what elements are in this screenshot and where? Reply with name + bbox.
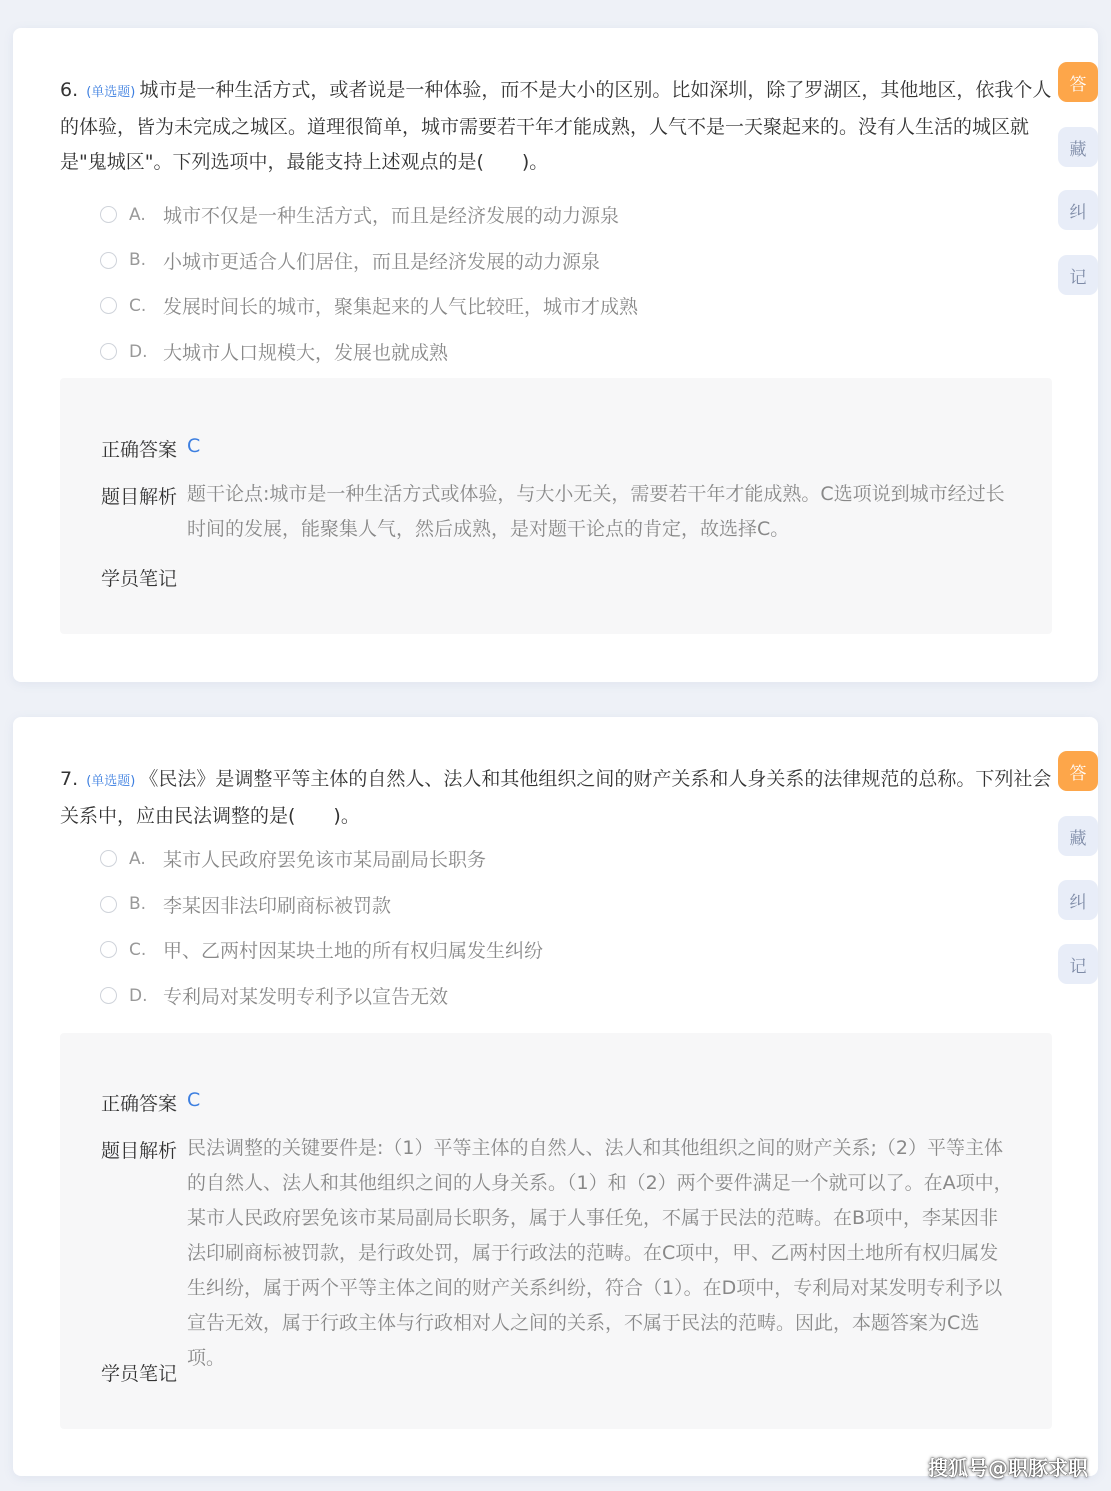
option-d[interactable] [100, 329, 1000, 375]
option-letter: D. [129, 985, 148, 1006]
option-d[interactable] [100, 973, 1000, 1019]
student-notes-label: 学员笔记 [101, 568, 178, 590]
radio-button[interactable] [100, 850, 117, 867]
correct-answer-label: 正确答案 [101, 439, 178, 461]
note-button[interactable]: 记 [1058, 944, 1098, 984]
analysis-label: 题目解析 [101, 486, 178, 508]
answer-button[interactable]: 答 [1058, 751, 1098, 791]
option-letter: A. [129, 848, 146, 869]
option-b[interactable] [100, 238, 1000, 284]
question-card-6 [13, 28, 1098, 682]
question-text: 《民法》是调整平等主体的自然人、法人和其他组织之间的财产关系和人身关系的法律规范的总称。下列社会关系中，应由民法调整的是( )。 [60, 768, 1052, 827]
radio-button[interactable] [100, 206, 117, 223]
options-list [100, 836, 1000, 1018]
favorite-button[interactable]: 藏 [1058, 816, 1098, 856]
correct-answer-value: C [187, 1089, 201, 1111]
question-stem [60, 73, 1055, 180]
radio-button[interactable] [100, 896, 117, 913]
option-text: 专利局对某发明专利予以宣告无效 [163, 986, 449, 1009]
option-text: 小城市更适合人们居住，而且是经济发展的动力源泉 [163, 250, 601, 273]
analysis-text: 题干论点:城市是一种生活方式或体验，与大小无关，需要若干年才能成熟。C选项说到城市经过长时间的发展，能聚集人气，然后成熟，是对题干论点的肯定，故选择C。 [187, 483, 1005, 540]
option-letter: C. [129, 295, 147, 316]
correct-answer-row [101, 1089, 200, 1116]
question-number: 6. [60, 79, 79, 101]
option-text: 发展时间长的城市，聚集起来的人气比较旺，城市才成熟 [163, 296, 639, 319]
option-text: 大城市人口规模大，发展也就成熟 [163, 342, 449, 365]
report-error-button[interactable]: 纠 [1058, 880, 1098, 920]
option-c[interactable] [100, 283, 1000, 329]
note-button[interactable]: 记 [1058, 255, 1098, 295]
analysis-text: 民法调整的关键要件是:（1）平等主体的自然人、法人和其他组织之间的财产关系;（2）平等主体的自然人、法人和其他组织之间的人身关系。（1）和（2）两个要件满足一个就可以了。在A项中，某市人民政府罢免该市某局副局长职务，属于人事任免，不属于民法的范畴。在B项中，李某因非法印刷商标被罚款，是行政处罚，属于行政法的范畴。在C项中，甲、乙两村因土地所有权归属发生纠纷，属于两个平等主体之间的财产关系纠纷，符合（1）。在D项中，专利局对某发明专利予以宣告无效，属于行政主体与行政相对人之间的关系，不属于民法的范畴。因此，本题答案为C选项。 [187, 1137, 1013, 1369]
analysis-label: 题目解析 [101, 1140, 178, 1162]
analysis-panel [60, 1033, 1052, 1429]
option-letter: B. [129, 894, 147, 915]
option-text: 城市不仅是一种生活方式，而且是经济发展的动力源泉 [163, 205, 620, 228]
question-card-7 [13, 717, 1098, 1476]
option-text: 李某因非法印刷商标被罚款 [163, 894, 392, 917]
option-a[interactable] [100, 836, 1000, 882]
radio-button[interactable] [100, 987, 117, 1004]
options-list [100, 192, 1000, 374]
question-stem [60, 762, 1055, 834]
question-type-badge: (单选题) [86, 85, 136, 100]
question-number: 7. [60, 768, 79, 790]
option-letter: A. [129, 204, 146, 225]
question-text: 城市是一种生活方式，或者说是一种体验，而不是大小的区别。比如深圳，除了罗湖区，其他地区，依我个人的体验，皆为未完成之城区。道理很简单，城市需要若干年才能成熟，人气不是一天聚起来的。没有人生活的城区就是"鬼城区"。下列选项中，最能支持上述观点的是( )。 [60, 79, 1052, 173]
correct-answer-value: C [187, 435, 201, 457]
question-type-badge: (单选题) [86, 774, 136, 789]
option-text: 甲、乙两村因某块土地的所有权归属发生纠纷 [163, 940, 544, 963]
option-a[interactable] [100, 192, 1000, 238]
report-error-button[interactable]: 纠 [1058, 190, 1098, 230]
student-notes-label: 学员笔记 [101, 1363, 178, 1385]
radio-button[interactable] [100, 297, 117, 314]
option-letter: B. [129, 250, 147, 271]
correct-answer-row [101, 435, 200, 462]
answer-button[interactable]: 答 [1058, 62, 1098, 102]
option-letter: C. [129, 939, 147, 960]
radio-button[interactable] [100, 941, 117, 958]
option-c[interactable] [100, 927, 1000, 973]
option-text: 某市人民政府罢免该市某局副局长职务 [163, 849, 487, 872]
analysis-panel [60, 378, 1052, 634]
radio-button[interactable] [100, 343, 117, 360]
option-letter: D. [129, 341, 148, 362]
watermark: 搜狐号@职豚求职 [928, 1456, 1088, 1480]
option-b[interactable] [100, 882, 1000, 928]
radio-button[interactable] [100, 252, 117, 269]
favorite-button[interactable]: 藏 [1058, 127, 1098, 167]
correct-answer-label: 正确答案 [101, 1093, 178, 1115]
